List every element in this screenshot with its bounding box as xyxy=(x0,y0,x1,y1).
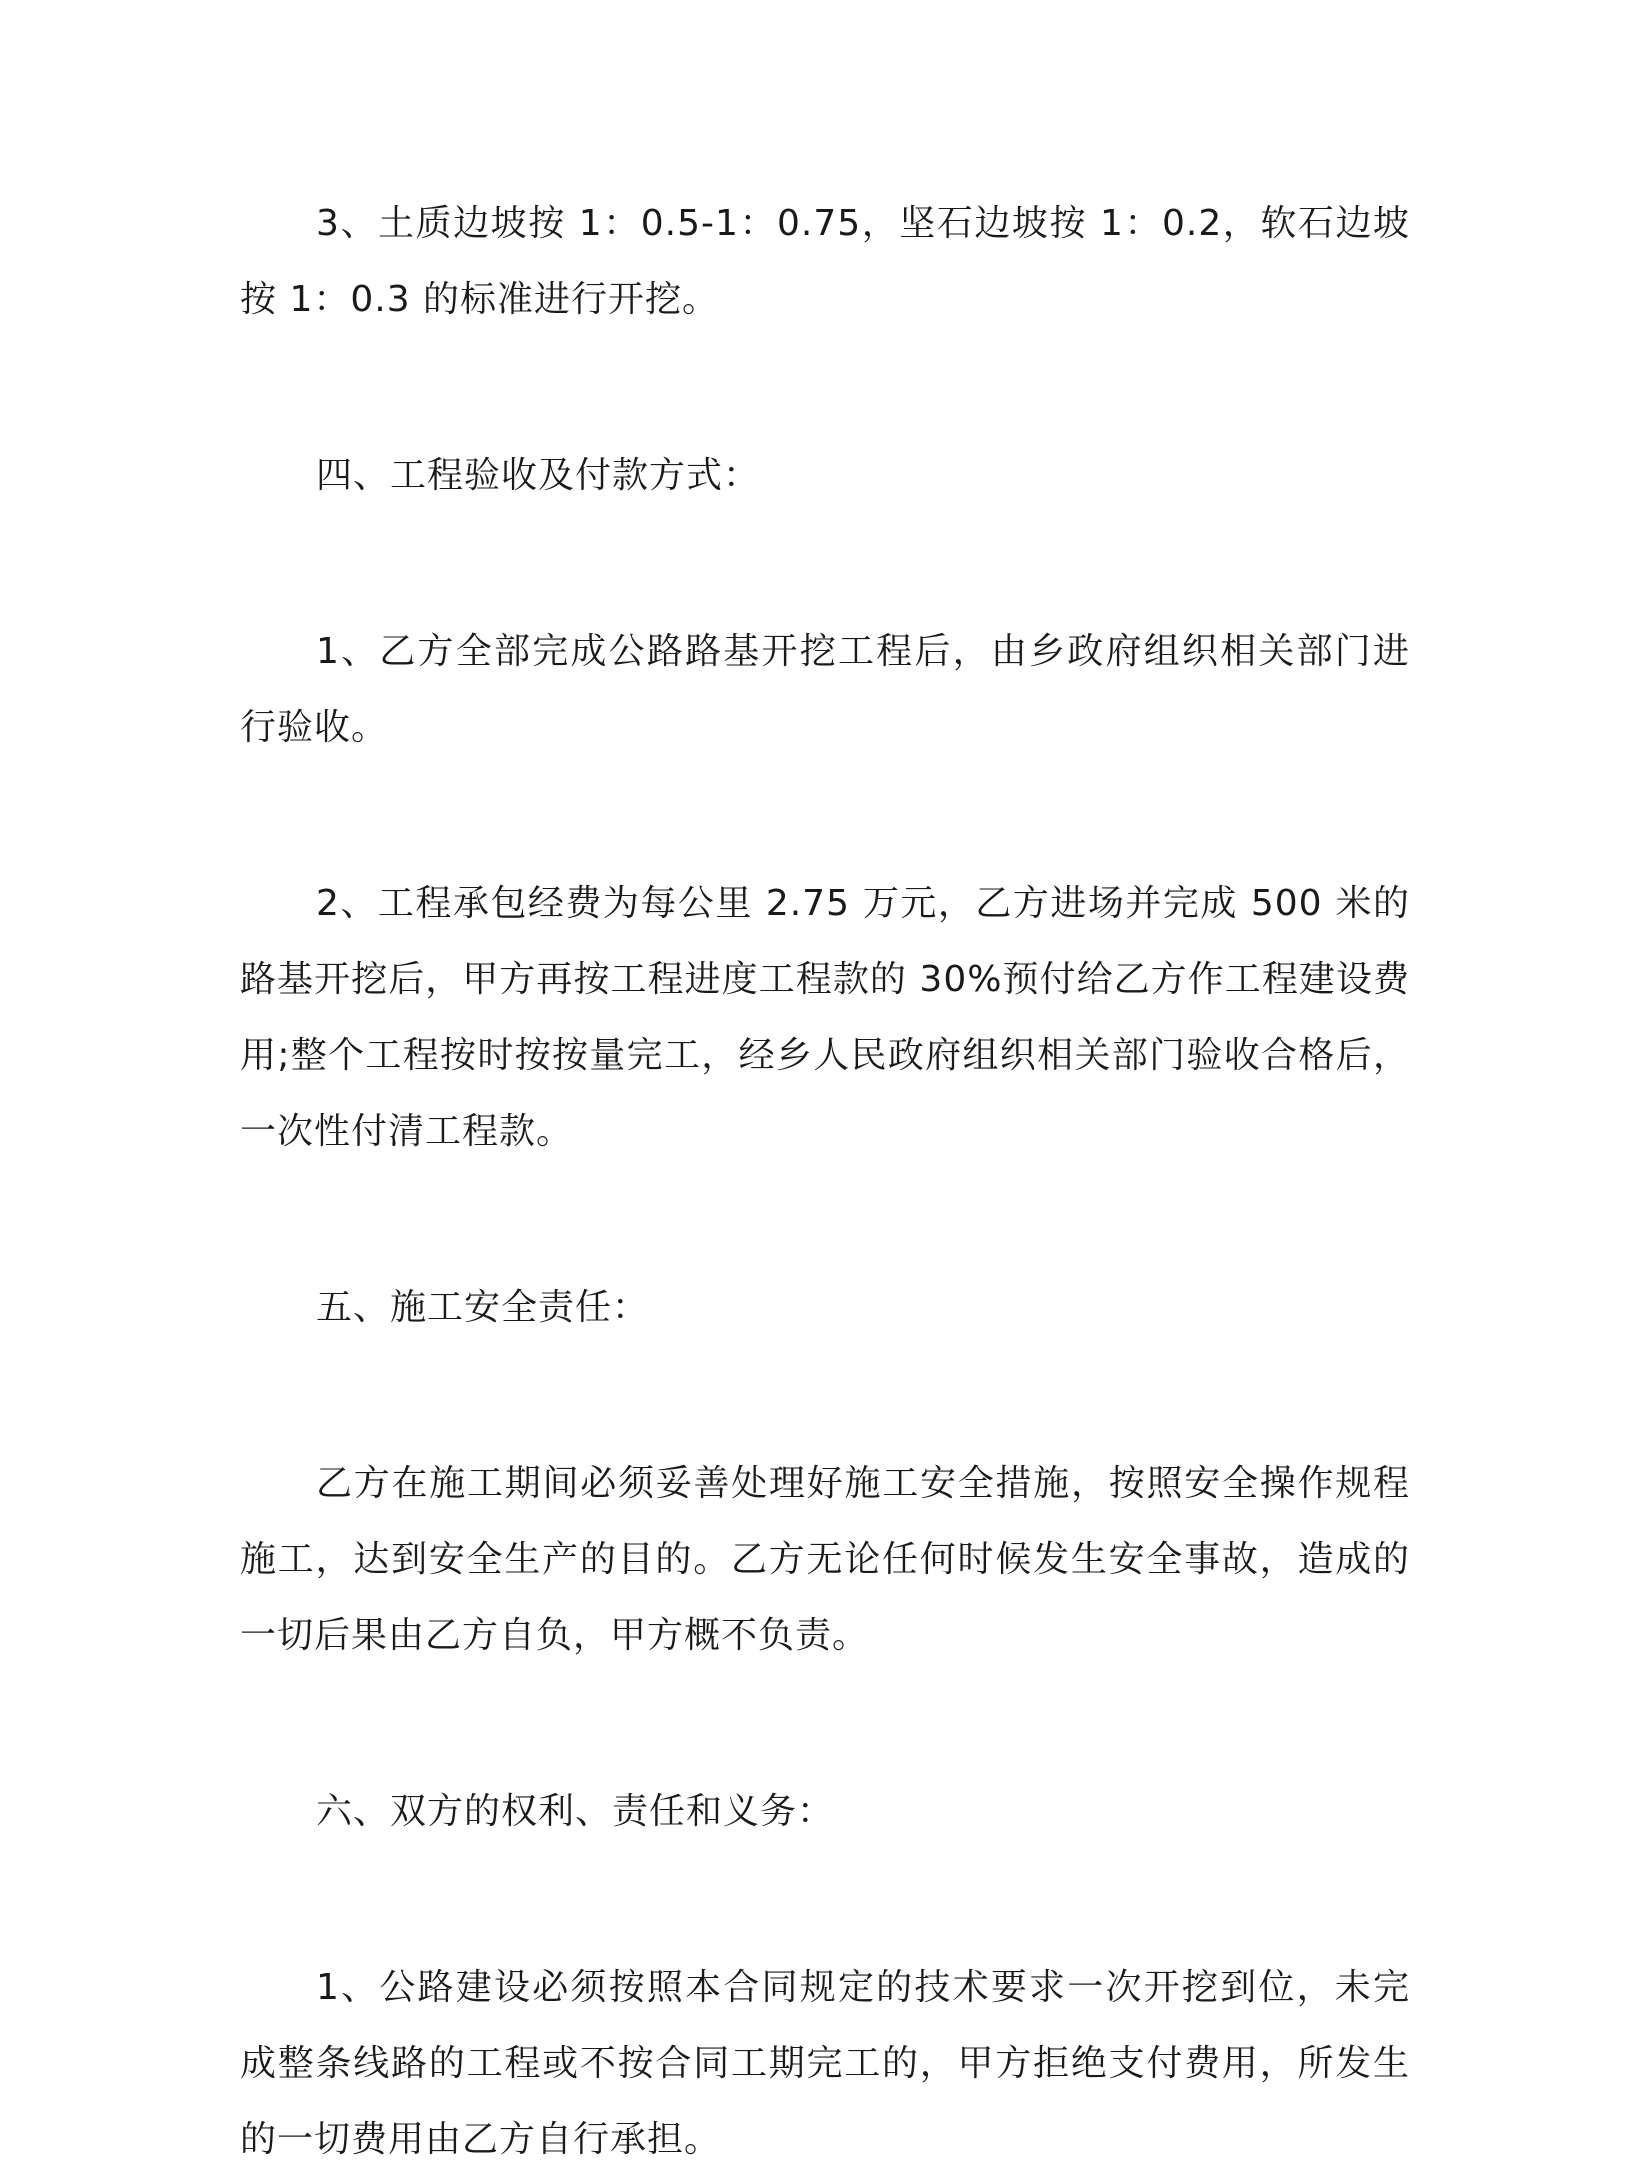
heading-rights-obligations: 六、双方的权利、责任和义务： xyxy=(316,1791,835,1832)
paragraph-construction-requirement: 1、公路建设必须按照本合同规定的技术要求一次开挖到位，未完成整条线路的工程或不按合同工期完工的，甲方拒绝支付费用，所发生的一切费用由乙方自行承担。 xyxy=(240,1967,1410,2160)
heading-safety-responsibility: 五、施工安全责任： xyxy=(316,1287,650,1328)
paragraph-slope-standard: 3、土质边坡按 1：0.5-1：0.75，坚石边坡按 1：0.2，软石边坡按 1：0.3 的标准进行开挖。 xyxy=(240,203,1410,320)
heading-acceptance-payment: 四、工程验收及付款方式： xyxy=(316,455,761,496)
paragraph-acceptance: 1、乙方全部完成公路路基开挖工程后，由乡政府组织相关部门进行验收。 xyxy=(240,631,1410,748)
paragraph-safety: 乙方在施工期间必须妥善处理好施工安全措施，按照安全操作规程施工，达到安全生产的目的。乙方无论任何时候发生安全事故，造成的一切后果由乙方自负，甲方概不负责。 xyxy=(240,1463,1410,1656)
document-body xyxy=(240,186,1410,2178)
paragraph-payment-terms: 2、工程承包经费为每公里 2.75 万元，乙方进场并完成 500 米的路基开挖后，甲方再按工程进度工程款的 30%预付给乙方作工程建设费用;整个工程按时按按量完工，经乡人民政府组织相关部门验收合格后，一次性付清工程款。 xyxy=(240,883,1410,1152)
